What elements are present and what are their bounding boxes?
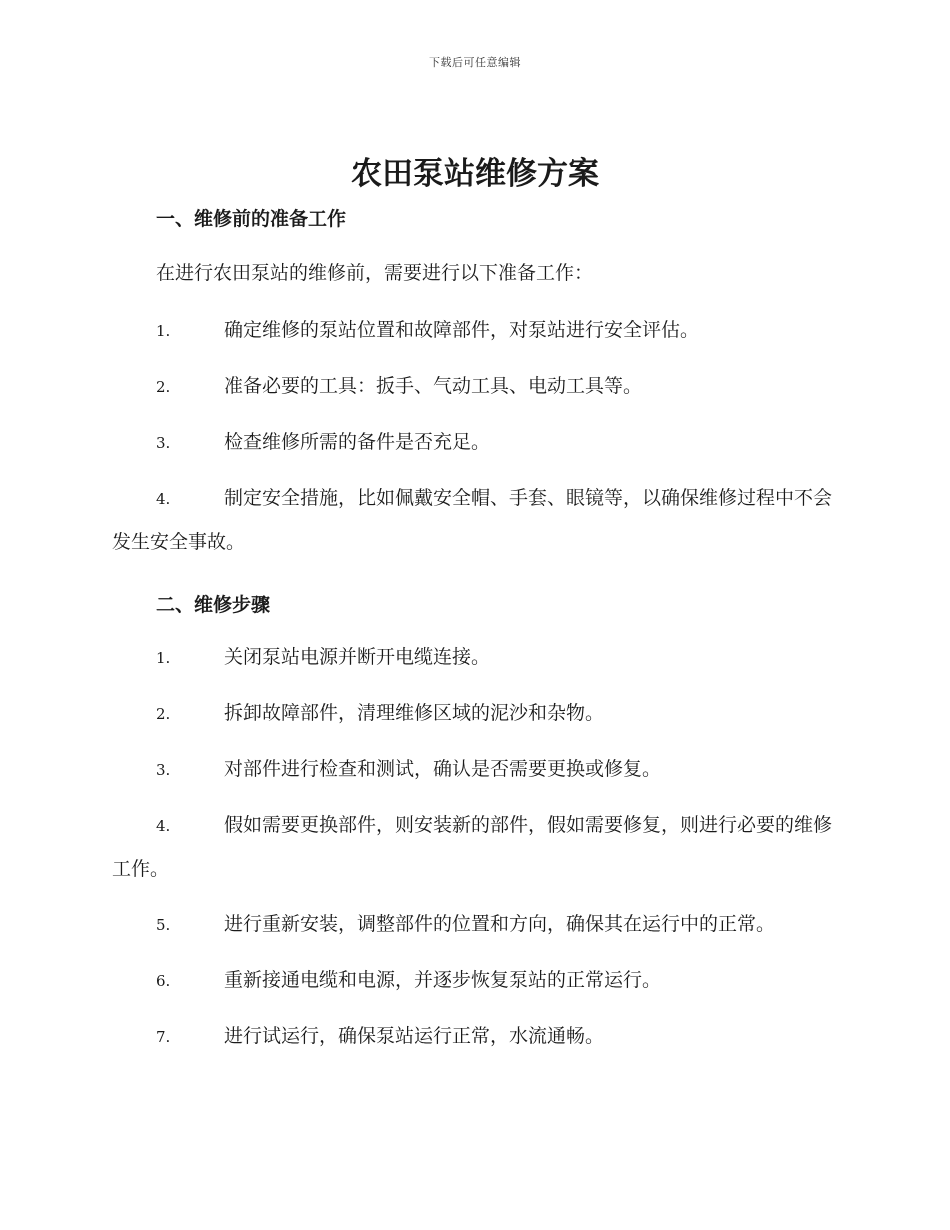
list-item bbox=[112, 903, 837, 947]
list-item-text: 重新接通电缆和电源，并逐步恢复泵站的正常运行。 bbox=[224, 969, 662, 991]
section-intro: 在进行农田泵站的维修前，需要进行以下准备工作： bbox=[156, 262, 594, 284]
list-item bbox=[112, 959, 837, 1003]
steps-list bbox=[112, 636, 837, 1059]
list-item-text: 进行试运行，确保泵站运行正常，水流通畅。 bbox=[224, 1025, 605, 1047]
section-heading: 一、维修前的准备工作 bbox=[156, 208, 347, 230]
list-item bbox=[112, 421, 837, 465]
list-item-number: 3. bbox=[156, 434, 171, 452]
list-item-text: 关闭泵站电源并断开电缆连接。 bbox=[224, 646, 491, 668]
list-item bbox=[112, 636, 837, 680]
list-item bbox=[112, 309, 837, 353]
preparation-list bbox=[112, 309, 837, 564]
document-body bbox=[112, 200, 837, 1071]
list-item-number: 7. bbox=[156, 1028, 171, 1046]
list-item-text: 制定安全措施，比如佩戴安全帽、手套、眼镜等，以确保维修过程中不会发生安全事故。 bbox=[112, 487, 833, 553]
list-item-number: 2. bbox=[156, 378, 171, 396]
list-item-number: 1. bbox=[156, 649, 171, 667]
list-item-text: 拆卸故障部件，清理维修区域的泥沙和杂物。 bbox=[224, 702, 605, 724]
list-item bbox=[112, 804, 837, 891]
list-item-text: 进行重新安装，调整部件的位置和方向，确保其在运行中的正常。 bbox=[224, 913, 776, 935]
list-item-number: 5. bbox=[156, 916, 171, 934]
list-item bbox=[112, 477, 837, 564]
list-item-number: 4. bbox=[156, 817, 171, 835]
list-item-text: 确定维修的泵站位置和故障部件，对泵站进行安全评估。 bbox=[224, 319, 700, 341]
section-steps bbox=[112, 586, 837, 1059]
list-item bbox=[112, 692, 837, 736]
page-header-note: 下载后可任意编辑 bbox=[429, 56, 521, 69]
list-item bbox=[112, 1015, 837, 1059]
list-item bbox=[112, 365, 837, 409]
list-item-text: 对部件进行检查和测试，确认是否需要更换或修复。 bbox=[224, 758, 662, 780]
list-item-number: 4. bbox=[156, 490, 171, 508]
list-item-text: 检查维修所需的备件是否充足。 bbox=[224, 431, 491, 453]
section-preparation bbox=[112, 200, 837, 564]
list-item-number: 3. bbox=[156, 761, 171, 779]
list-item-number: 1. bbox=[156, 322, 171, 340]
list-item-text: 假如需要更换部件，则安装新的部件，假如需要修复，则进行必要的维修工作。 bbox=[112, 814, 833, 880]
section-heading: 二、维修步骤 bbox=[156, 594, 271, 616]
list-item bbox=[112, 748, 837, 792]
list-item-number: 2. bbox=[156, 705, 171, 723]
document-title: 农田泵站维修方案 bbox=[351, 156, 599, 192]
list-item-text: 准备必要的工具：扳手、气动工具、电动工具等。 bbox=[224, 375, 643, 397]
list-item-number: 6. bbox=[156, 972, 171, 990]
